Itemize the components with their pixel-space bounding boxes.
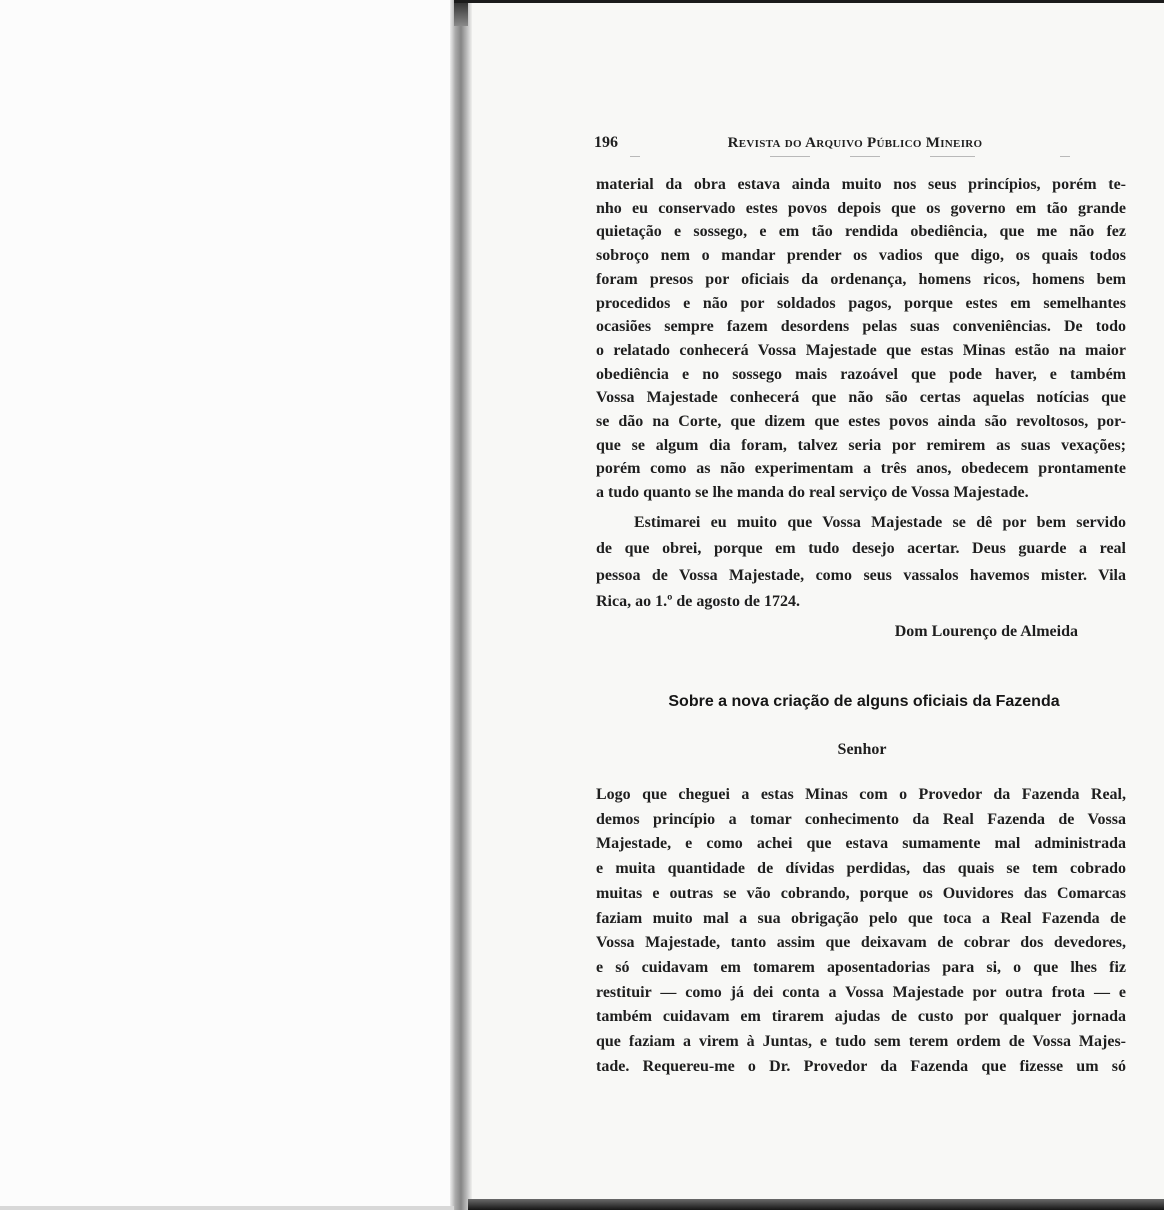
text-line: Rica, ao 1.º de agosto de 1724. — [596, 592, 800, 610]
text-line: Vossa Majestade, tanto assim que deixavam de cobrar dos devedores, — [596, 934, 1126, 952]
text-line: tade. Requereu-me o Dr. Provedor da Fazenda que fizesse um só — [596, 1057, 1126, 1075]
print-mark — [930, 156, 975, 157]
text-line: restituir — como já dei conta a Vossa Majestade por outra frota — e — [596, 983, 1126, 1001]
text-line: demos princípio a tomar conhecimento da Real Fazenda de Vossa — [596, 810, 1126, 828]
text-line: Vossa Majestade conhecerá que não são certas aquelas notícias que — [596, 389, 1126, 407]
text-line: foram presos por oficiais da ordenança, homens ricos, homens bem — [596, 270, 1126, 288]
text-line: Logo que cheguei a estas Minas com o Provedor da Fazenda Real, — [596, 786, 1126, 803]
text-line: Majestade, e como achei que estava sumamente mal administrada — [596, 835, 1126, 853]
text-line: que se algum dia foram, talvez seria por remirem as suas vexações; — [596, 436, 1126, 454]
text-line: porém como as não experimentam a três anos, obedecem prontamente — [596, 460, 1126, 478]
spine-shadow — [454, 0, 468, 26]
print-mark — [1060, 156, 1070, 157]
text-line: também cuidavam em tirarem ajudas de custo por qualquer jornada — [596, 1008, 1126, 1026]
section-heading: Sobre a nova criação de alguns oficiais da Fazenda — [668, 693, 1060, 710]
book-spine-gutter — [450, 0, 472, 1210]
letter1-paragraph-2 — [596, 510, 1126, 615]
text-line: se dão na Corte, que dizem que estes povos ainda são revoltosos, por- — [596, 413, 1126, 431]
text-line: pessoa de Vossa Majestade, como seus vassalos havemos mister. Vila — [596, 566, 1126, 584]
text-line: faziam muito mal a sua obrigação pelo que toca a Real Fazenda de — [596, 909, 1126, 927]
text-line: e muita quantidade de dívidas perdidas, das quais se tem cobrado — [596, 860, 1126, 878]
text-line: que faziam a virem à Juntas, e tudo sem terem ordem de Vossa Majes- — [596, 1033, 1126, 1051]
print-mark — [630, 156, 640, 157]
scan-bottom-edge — [468, 1199, 1164, 1210]
salutation: Senhor — [837, 741, 887, 758]
text-line: Estimarei eu muito que Vossa Majestade se dê por bem servido — [634, 514, 1126, 531]
text-line: obediência e no sossego mais razoável que pode haver, e também — [596, 365, 1126, 383]
print-mark — [770, 156, 810, 157]
page-number: 196 — [594, 134, 618, 151]
text-line: quietação e sossego, e em tão rendida obediência, que me não fez — [596, 223, 1126, 241]
signature: Dom Lourenço de Almeida — [894, 623, 1078, 640]
text-line: o relatado conhecerá Vossa Majestade que estas Minas estão na maior — [596, 341, 1126, 359]
text-line: procedidos e não por soldados pagos, porque estes em semelhantes — [596, 294, 1126, 312]
text-line: ocasiões sempre fazem desordens pelas suas conveniências. De todo — [596, 318, 1126, 336]
text-line: sobroço nem o mandar prender os vadios que digo, os quais todos — [596, 247, 1126, 265]
letter2-paragraph-1 — [596, 783, 1126, 1079]
text-line: de que obrei, porque em tudo desejo acertar. Deus guarde a real — [596, 540, 1126, 558]
scan-bottom-edge-left — [0, 1206, 454, 1210]
scan-top-edge — [454, 0, 1164, 3]
letter1-paragraph-1 — [596, 173, 1126, 505]
text-line: material da obra estava ainda muito nos seus princípios, porém te- — [596, 176, 1126, 193]
left-page-blank — [0, 0, 452, 1210]
text-line: nho eu conservado estes povos depois que os governo em tão grande — [596, 199, 1126, 217]
print-mark — [850, 156, 880, 157]
text-line: e só cuidavam em tomarem aposentadorias para si, o que lhes fiz — [596, 958, 1126, 976]
text-line: a tudo quanto se lhe manda do real serviço de Vossa Majestade. — [596, 484, 1029, 502]
text-line: muitas e outras se vão cobrando, porque os Ouvidores das Comarcas — [596, 884, 1126, 902]
running-title: Revista do Arquivo Público Mineiro — [727, 135, 983, 151]
